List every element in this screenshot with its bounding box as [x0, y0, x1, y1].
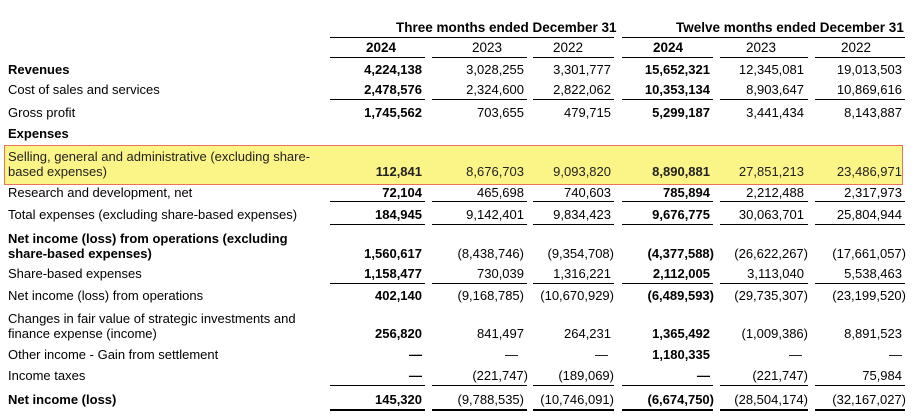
cell: 5,299,187: [652, 105, 710, 120]
row-label-cost-of-sales: Cost of sales and services: [8, 82, 160, 97]
cell: 2,112,005: [652, 266, 710, 281]
cell: —: [889, 347, 902, 362]
rule: [432, 283, 527, 284]
cell: 841,497: [477, 326, 524, 341]
cell: 1,365,492: [652, 326, 710, 341]
row-label-gross-profit: Gross profit: [8, 105, 76, 120]
year-underline-6: [815, 57, 905, 58]
rule: [533, 224, 614, 225]
rule: [815, 385, 905, 386]
rule: [622, 385, 713, 386]
cell: 8,676,703: [466, 164, 524, 179]
cell: (1,009,386): [741, 326, 808, 341]
row-label-ni-ops-excl-line2: share-based expenses): [8, 246, 152, 261]
rule: [330, 283, 425, 284]
rule: [533, 385, 614, 386]
year-col-1: 2024: [365, 40, 396, 55]
cell: 8,890,881: [652, 164, 710, 179]
cell: (29,735,307): [734, 288, 808, 303]
cell: 703,655: [477, 105, 524, 120]
row-label-total-expenses: Total expenses (excluding share-based expenses): [8, 207, 298, 222]
cell: (10,670,929): [540, 288, 614, 303]
cell: 402,140: [375, 288, 422, 303]
rule: [720, 201, 808, 202]
row-label-other-income: Other income - Gain from settlement: [8, 347, 219, 362]
rule: [815, 99, 905, 100]
row-label-revenues: Revenues: [8, 62, 70, 77]
cell: (6,674,750): [647, 392, 714, 407]
rule: [533, 99, 614, 100]
row-label-net-income: Net income (loss): [8, 392, 117, 407]
rule: [432, 99, 527, 100]
cell: 3,028,255: [466, 62, 524, 77]
cell: (221,747): [472, 368, 528, 383]
cell: 30,063,701: [738, 207, 804, 222]
cell: 4,224,138: [364, 62, 422, 77]
cell: 10,353,134: [644, 82, 710, 97]
cell: —: [505, 347, 518, 362]
rule: [815, 283, 905, 284]
cell: 8,891,523: [844, 326, 902, 341]
rule: [622, 99, 713, 100]
cell: —: [409, 347, 422, 362]
cell: 145,320: [375, 392, 422, 407]
cell: 10,869,616: [836, 82, 902, 97]
year-col-3: 2022: [552, 40, 583, 55]
row-label-sga-line1: Selling, general and administrative (excluding share-: [8, 149, 311, 164]
cell: —: [595, 347, 608, 362]
cell: 740,603: [564, 185, 611, 200]
row-label-rnd: Research and development, net: [8, 185, 193, 200]
cell: 785,894: [663, 185, 710, 200]
cell: 1,560,617: [364, 246, 422, 261]
cell: 15,652,321: [644, 62, 710, 77]
cell: —: [789, 347, 802, 362]
rule: [533, 283, 614, 284]
double-rule: [533, 409, 614, 411]
rule: [330, 201, 425, 202]
double-rule: [330, 409, 425, 411]
cell: 9,093,820: [553, 164, 611, 179]
cell: 1,316,221: [553, 266, 611, 281]
cell: 72,104: [382, 185, 422, 200]
year-underline-5: [720, 57, 808, 58]
year-underline-1: [330, 57, 425, 58]
cell: —: [697, 368, 710, 383]
cell: 3,113,040: [747, 266, 804, 281]
rule: [622, 224, 713, 225]
year-col-6: 2022: [840, 40, 871, 55]
cell: 2,212,488: [746, 185, 804, 200]
cell: 1,158,477: [364, 266, 422, 281]
cell: (32,167,027): [832, 392, 906, 407]
year-col-4: 2024: [652, 40, 683, 55]
rule: [720, 385, 808, 386]
rule: [432, 201, 527, 202]
row-label-income-taxes: Income taxes: [8, 368, 86, 383]
cell: (28,504,174): [734, 392, 808, 407]
cell: (10,746,091): [540, 392, 614, 407]
rule: [815, 224, 905, 225]
row-label-ni-ops-excl-line1: Net income (loss) from operations (excluding: [8, 231, 288, 246]
cell: 1,180,335: [652, 347, 710, 362]
cell: 184,945: [375, 207, 422, 222]
cell: (8,438,746): [457, 246, 524, 261]
row-label-fair-value-line1: Changes in fair value of strategic investments and: [8, 311, 296, 326]
cell: 730,039: [477, 266, 524, 281]
cell: 3,301,777: [553, 62, 611, 77]
cell: 8,143,887: [844, 105, 902, 120]
cell: 2,324,600: [466, 82, 524, 97]
cell: 2,478,576: [364, 82, 422, 97]
cell: 264,231: [564, 326, 611, 341]
cell: 2,822,062: [553, 82, 611, 97]
cell: (6,489,593): [647, 288, 714, 303]
rule: [330, 99, 425, 100]
cell: (4,377,588): [647, 246, 714, 261]
rule: [720, 283, 808, 284]
header-underline-12m: [622, 37, 905, 38]
cell: 9,676,775: [652, 207, 710, 222]
rule: [432, 224, 527, 225]
header-underline-3m: [330, 37, 614, 38]
rule: [720, 224, 808, 225]
cell: 465,698: [477, 185, 524, 200]
cell: (9,168,785): [457, 288, 524, 303]
rule: [330, 224, 425, 225]
row-label-ni-ops: Net income (loss) from operations: [8, 288, 204, 303]
cell: (23,199,520): [832, 288, 906, 303]
cell: 3,441,434: [746, 105, 804, 120]
double-rule: [815, 409, 905, 411]
cell: —: [409, 368, 422, 383]
cell: 75,984: [862, 368, 902, 383]
cell: (9,788,535): [457, 392, 524, 407]
header-twelve-months: Twelve months ended December 31: [676, 20, 904, 35]
rule: [622, 201, 713, 202]
cell: (189,069): [558, 368, 614, 383]
section-heading-expenses: Expenses: [8, 126, 69, 141]
double-rule: [720, 409, 808, 411]
cell: 256,820: [375, 326, 422, 341]
cell: 1,745,562: [364, 105, 422, 120]
cell: 9,142,401: [466, 207, 524, 222]
header-three-months: Three months ended December 31: [396, 20, 617, 35]
rule: [815, 201, 905, 202]
cell: 112,841: [375, 164, 422, 179]
double-rule: [622, 409, 713, 411]
row-label-fair-value-line2: finance expense (income): [8, 326, 157, 341]
cell: 5,538,463: [844, 266, 902, 281]
cell: (26,622,267): [734, 246, 808, 261]
rule: [330, 385, 425, 386]
cell: (17,661,057): [832, 246, 906, 261]
row-label-share-based: Share-based expenses: [8, 266, 142, 281]
cell: 2,317,973: [844, 185, 902, 200]
rule: [432, 385, 527, 386]
cell: 8,903,647: [746, 82, 804, 97]
cell: 19,013,503: [836, 62, 902, 77]
rule: [622, 283, 713, 284]
year-underline-4: [622, 57, 713, 58]
cell: 9,834,423: [553, 207, 611, 222]
cell: 12,345,081: [738, 62, 804, 77]
year-underline-2: [432, 57, 527, 58]
year-underline-3: [533, 57, 614, 58]
cell: 23,486,971: [836, 164, 902, 179]
cell: 27,851,213: [738, 164, 804, 179]
cell: 25,804,944: [836, 207, 902, 222]
double-rule: [432, 409, 527, 411]
cell: 479,715: [564, 105, 611, 120]
year-col-2: 2023: [471, 40, 502, 55]
rule: [533, 201, 614, 202]
row-label-sga-line2: based expenses): [8, 164, 108, 179]
cell: (9,354,708): [547, 246, 614, 261]
year-col-5: 2023: [745, 40, 776, 55]
rule: [720, 99, 808, 100]
cell: (221,747): [752, 368, 808, 383]
